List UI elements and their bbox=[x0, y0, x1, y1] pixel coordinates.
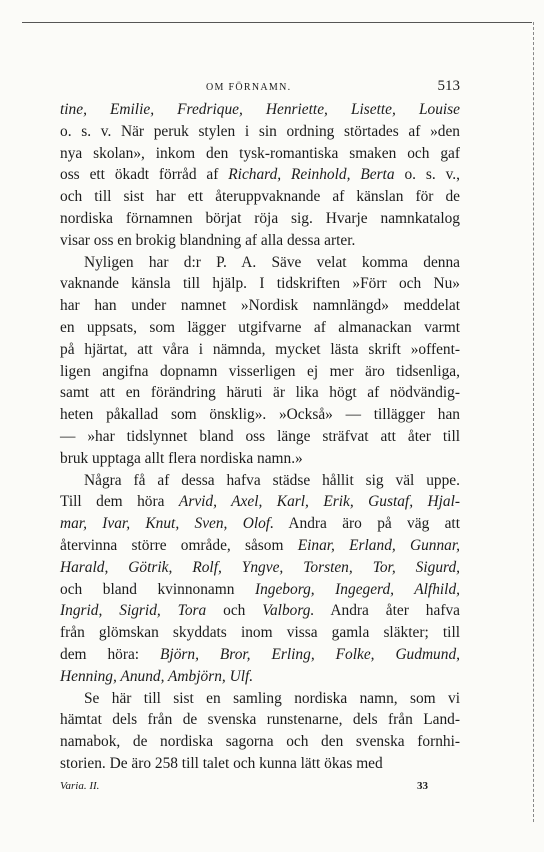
text-line: Nyligen har d:r P. A. Säve velat komma denna bbox=[84, 253, 460, 271]
text-line: på hjärtat, att våra i nämnda, mycket lästa skrift »offent- bbox=[60, 340, 460, 358]
text-line: mar, Ivar, Knut, Sven, Olof. Andra äro på väg att bbox=[60, 515, 460, 533]
text-line: namabok, de nordiska sagorna och den svenska fornhi- bbox=[60, 733, 460, 751]
text-line: nya skolan», inkom den tysk-romantiska smaken och gaf bbox=[60, 144, 460, 162]
text-line: en uppsats, som lägger utgifvarne af almanackan varmt bbox=[60, 318, 460, 336]
text-line: tine, Emilie, Fredrique, Henriette, Lisette, Louise bbox=[60, 101, 460, 118]
text-line: Några få af dessa hafva städse hållit sig väl uppe. bbox=[84, 471, 460, 489]
text-line: Till dem höra Arvid, Axel, Karl, Erik, Gustaf, Hjal- bbox=[60, 493, 460, 511]
text-line: Henning, Anund, Ambjörn, Ulf. bbox=[60, 667, 254, 685]
text-line: o. s. v. När peruk stylen i sin ordning störtades af »den bbox=[60, 122, 460, 140]
text-line: från glömskan skyddats inom vissa gamla släkter; till bbox=[60, 624, 460, 642]
text-line: — »har tidslynnet bland oss länge sträfvat att åter till bbox=[60, 427, 460, 445]
text-line: vaknande känsla till hjälp. I tidskriften »Förr och Nu» bbox=[60, 275, 460, 293]
text-line: Se här till sist en samling nordiska namn, som vi bbox=[84, 689, 460, 707]
running-head bbox=[60, 78, 460, 95]
page-number: 513 bbox=[437, 78, 460, 94]
text-line: dem höra: Björn, Bror, Erling, Folke, Gudmund, bbox=[60, 645, 460, 663]
running-title: OM FÖRNAMN. bbox=[206, 82, 292, 93]
text-line: heten påkallad som önsklig». »Också» — tillägger han bbox=[60, 406, 460, 424]
text-line: Ingrid, Sigrid, Tora och Valborg. Andra åter hafva bbox=[60, 602, 460, 620]
text-line: bruk upptaga allt flera nordiska namn.» bbox=[60, 449, 303, 467]
paragraph bbox=[60, 688, 460, 775]
signature-label: Varia. II. bbox=[60, 780, 100, 792]
page-edge bbox=[533, 22, 534, 822]
paragraph bbox=[60, 470, 460, 688]
text-line: Harald, Götrik, Rolf, Yngve, Torsten, Tor, Sigurd, bbox=[60, 558, 460, 576]
text-line: återvinna större område, såsom Einar, Erland, Gunnar, bbox=[60, 536, 460, 554]
paragraph bbox=[60, 99, 460, 252]
page-footer bbox=[60, 780, 460, 792]
text-line: har han under namnet »Nordisk namnlängd» meddelat bbox=[60, 297, 460, 315]
text-line: och till sist har ett återuppvaknande af känslan för de bbox=[60, 188, 460, 206]
text-line: hämtat dels från de svenska runstenarne, dels från Land- bbox=[60, 711, 460, 729]
text-line: samt att en förändring häruti är lika högt af nödvändig- bbox=[60, 384, 460, 402]
paragraph bbox=[60, 252, 460, 470]
text-line: ligen angifna dopnamn visserligen ej mer äro tidsenliga, bbox=[60, 362, 460, 380]
text-line: nordiska förnamnen börjat röja sig. Hvarje namnkatalog bbox=[60, 209, 460, 227]
text-line: visar oss en brokig blandning af alla dessa arter. bbox=[60, 231, 356, 249]
text-line: och bland kvinnonamn Ingeborg, Ingegerd, Alfhild, bbox=[60, 580, 461, 598]
body-text bbox=[60, 99, 460, 775]
text-line: storien. De äro 258 till talet och kunna lätt ökas med bbox=[60, 754, 383, 772]
signature-number: 33 bbox=[417, 780, 428, 792]
top-rule bbox=[22, 22, 532, 23]
text-line: oss ett ökadt förråd af Richard, Reinhold, Berta o. s. v., bbox=[60, 166, 460, 184]
